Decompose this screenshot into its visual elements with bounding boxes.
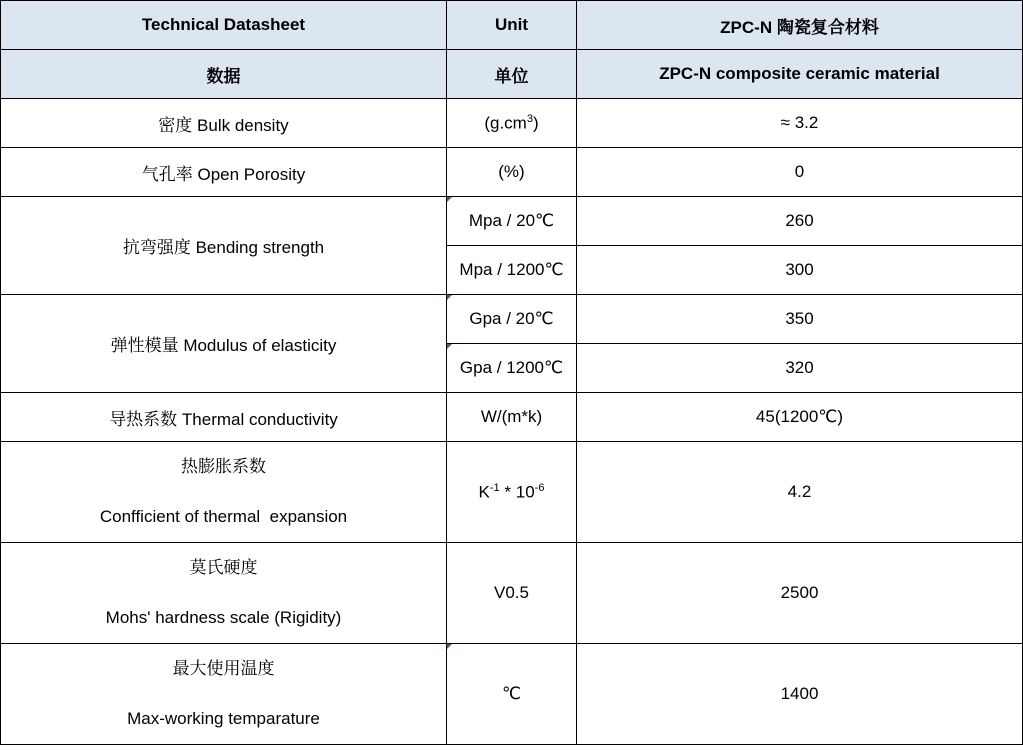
hardness-name-cn: 莫氏硬度 <box>189 558 258 577</box>
max-temp-name <box>1 644 447 745</box>
header-param-cn: 数据 <box>1 50 447 99</box>
max-temp-unit: ℃ <box>447 644 577 745</box>
row-max-temp <box>1 644 1023 745</box>
bending-unit-2: Mpa / 1200℃ <box>447 246 577 295</box>
expansion-unit: $K^{-1} * 10^{-6}$ <box>447 442 577 543</box>
max-temp-value: 1400 <box>577 644 1023 745</box>
elasticity-value-1: 350 <box>577 295 1023 344</box>
max-temp-name-en: Max-working temparature <box>127 709 320 728</box>
elasticity-name: 弹性模量 Modulus of elasticity <box>1 295 447 393</box>
row-conductivity <box>1 393 1023 442</box>
max-temp-name-cn: 最大使用温度 <box>172 659 275 678</box>
bending-name: 抗弯强度 Bending strength <box>1 197 447 295</box>
bending-value-2: 300 <box>577 246 1023 295</box>
expansion-name <box>1 442 447 543</box>
header-row-2 <box>1 50 1023 99</box>
conductivity-value: 45(1200℃) <box>577 393 1023 442</box>
conductivity-name: 导热系数 Thermal conductivity <box>1 393 447 442</box>
density-unit: $(g.cm^3)$ <box>447 99 577 148</box>
header-row-1 <box>1 1 1023 50</box>
row-density <box>1 99 1023 148</box>
hardness-name <box>1 543 447 644</box>
porosity-name: 气孔率 Open Porosity <box>1 148 447 197</box>
elasticity-value-2: 320 <box>577 344 1023 393</box>
row-porosity <box>1 148 1023 197</box>
header-material-cn: ZPC-N 陶瓷复合材料 <box>577 1 1023 50</box>
row-bending-1 <box>1 197 1023 246</box>
header-unit-cn: 单位 <box>447 50 577 99</box>
bending-value-1: 260 <box>577 197 1023 246</box>
conductivity-unit: W/(m*k) <box>447 393 577 442</box>
elasticity-unit-2: Gpa / 1200℃ <box>447 344 577 393</box>
hardness-value: 2500 <box>577 543 1023 644</box>
porosity-unit: (%) <box>447 148 577 197</box>
hardness-name-en: Mohs' hardness scale (Rigidity) <box>105 608 342 627</box>
bending-unit-1: Mpa / 20℃ <box>447 197 577 246</box>
hardness-unit: V0.5 <box>447 543 577 644</box>
expansion-name-cn: 热膨胀系数 <box>181 457 266 476</box>
density-value: ≈ 3.2 <box>577 99 1023 148</box>
expansion-name-en: Confficient of thermal expansion <box>99 507 348 526</box>
row-expansion <box>1 442 1023 543</box>
elasticity-unit-1: Gpa / 20℃ <box>447 295 577 344</box>
row-hardness <box>1 543 1023 644</box>
expansion-value: 4.2 <box>577 442 1023 543</box>
header-unit-en: Unit <box>447 1 577 50</box>
header-param-en: Technical Datasheet <box>1 1 447 50</box>
porosity-value: 0 <box>577 148 1023 197</box>
density-name: 密度 Bulk density <box>1 99 447 148</box>
header-material-en: ZPC-N composite ceramic material <box>577 50 1023 99</box>
row-elasticity-1 <box>1 295 1023 344</box>
